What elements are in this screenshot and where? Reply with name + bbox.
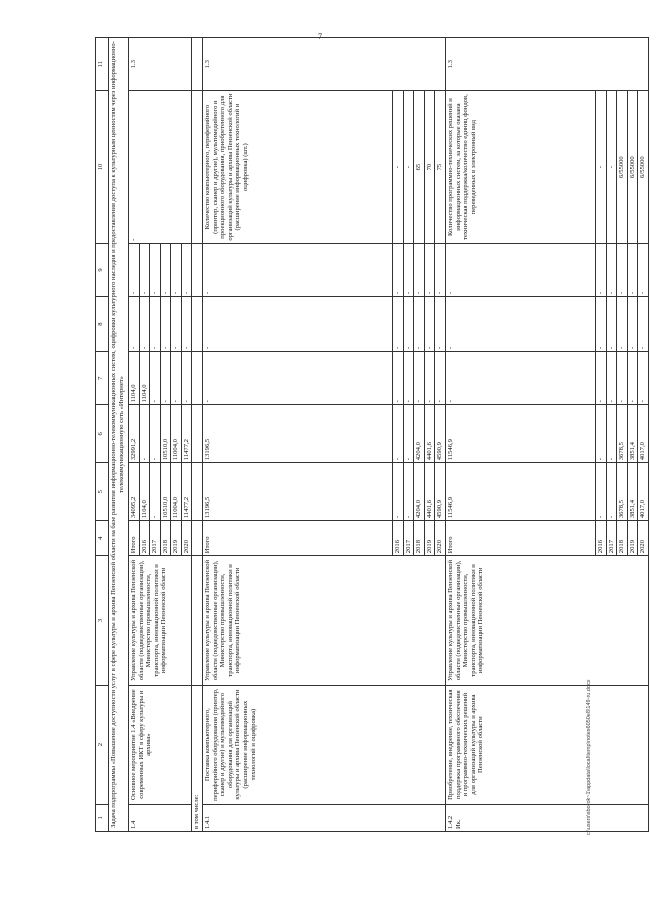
value-cell: - [617,243,628,296]
value-cell: - [203,297,393,352]
value-cell: - [617,352,628,405]
value-cell: - [595,352,606,405]
value-cell: 34095,2 [129,463,140,521]
header-cell: 11 [96,38,109,91]
goal-ref: 1.3 [129,38,192,91]
year-cell: Итого [129,521,140,556]
value-cell: 10510,0 [160,463,171,521]
value-cell: - [606,405,617,463]
value-cell: 11477,2 [181,463,192,521]
header-cell: 1 [96,804,109,831]
value-cell: - [181,352,192,405]
header-cell: 8 [96,297,109,352]
value-cell: - [435,243,446,296]
row-number: 1.4.1 [203,804,446,831]
value-cell: - [403,463,414,521]
value-cell: 11004,0 [171,405,182,463]
value-cell: 4590,9 [435,405,446,463]
value-cell: - [403,243,414,296]
value-cell: - [627,297,638,352]
year-cell: 2020 [435,521,446,556]
value-cell: 3678,5 [617,463,628,521]
value-cell: 13196,5 [203,405,393,463]
value-cell: - [393,352,404,405]
value-cell: - [424,243,435,296]
indicator-value: - [403,91,414,243]
value-cell: - [393,297,404,352]
value-cell: - [595,243,606,296]
value-cell: - [445,352,595,405]
header-cell: 10 [96,91,109,243]
indicator-value: 75 [435,91,446,243]
value-cell: 4401,6 [424,463,435,521]
value-cell: - [203,243,393,296]
value-cell: - [638,243,649,296]
value-cell: - [129,297,140,352]
row-number: 1.4 [129,804,192,831]
year-cell: 2018 [414,521,425,556]
value-cell: 11477,2 [181,405,192,463]
value-cell: - [606,243,617,296]
value-cell: 4590,9 [435,463,446,521]
value-cell: 4204,0 [414,405,425,463]
value-cell: - [445,297,595,352]
value-cell: 4017,0 [638,463,649,521]
value-cell: - [160,352,171,405]
value-cell: - [403,405,414,463]
indicator-cell: Количество компьютерного, периферийного (принтер, сканер и другие), мультимедийного и проекционного оборудования, приобретенного для организаций культуры и архива Пензенской области (расширение информационных технологий и оцифровка) (шт.) [203,91,393,243]
header-cell: 3 [96,556,109,686]
value-cell: - [445,243,595,296]
value-cell: - [393,405,404,463]
goal-ref: 1.3 [445,38,648,91]
value-cell: - [139,297,150,352]
indicator-value: 70 [424,91,435,243]
header-row [96,38,109,832]
year-cell: 2016 [139,521,150,556]
year-cell: 2017 [150,521,161,556]
value-cell: - [424,352,435,405]
year-cell: 2016 [595,521,606,556]
value-cell: 11546,9 [445,463,595,521]
value-cell: - [160,243,171,296]
value-cell: - [171,297,182,352]
indicator-value: - [595,91,606,243]
header-cell: 6 [96,405,109,463]
value-cell: 11546,9 [445,405,595,463]
goal-ref: 1.3 [203,38,446,91]
value-cell: - [139,405,150,463]
value-cell: - [435,297,446,352]
file-path-footer: c:\users\sborok~1\appdata\local\temp\notes6050e8\149-ru.docx [586,679,592,835]
value-cell: - [638,352,649,405]
header-cell: 4 [96,521,109,556]
indicator-value: 65 [414,91,425,243]
year-cell: 2017 [606,521,617,556]
task-title: Задача подпрограммы «Повышение доступности услуг в сфере культуры и архива Пензенской области на базе развития информационно-телекоммуникационных систем, оцифровки культурного наследия и предоставления доступа к культурным ценностям через информационно-телекоммуникационную сеть «Интернет» [109,38,129,832]
value-cell: - [414,297,425,352]
value-cell: - [181,297,192,352]
indicator-cell: - [129,91,192,243]
value-cell: - [595,405,606,463]
value-cell: - [129,243,140,296]
year-cell: 2018 [617,521,628,556]
value-cell: - [403,352,414,405]
indicator-value: 6/55000 [617,91,628,243]
value-cell: - [403,297,414,352]
value-cell: - [414,352,425,405]
value-cell: - [150,352,161,405]
value-cell: - [171,352,182,405]
activity-name: Приобретение, внедрение, техническая поддержка программного обеспечения и программно-технических решений для организаций культуры и архива Пензенской области [445,685,648,804]
value-cell: - [181,243,192,296]
value-cell: - [627,352,638,405]
year-cell: 2019 [627,521,638,556]
header-cell: 7 [96,352,109,405]
value-cell: - [393,463,404,521]
value-cell: 3851,4 [627,405,638,463]
value-cell: 4017,0 [638,405,649,463]
value-cell: - [393,243,404,296]
page-number: 7 [318,32,322,41]
value-cell: - [617,297,628,352]
value-cell: - [150,405,161,463]
value-cell: 10510,0 [160,405,171,463]
header-cell: 2 [96,685,109,804]
year-cell: 2019 [171,521,182,556]
executor: Управление культуры и архива Пензенской области (подведомственные организации), Министерство промышленности, транспорта, инновационной политики и информатизации Пензенской области [445,556,648,686]
activity-name: Поставка компьютерного, периферийного оборудования (принтер, сканер и другие) и мультимедийного оборудования для организаций культуры и архива Пензенской области (расширение информационных технологий и оцифровка) [203,685,446,804]
indicator-value: - [606,91,617,243]
value-cell: - [638,297,649,352]
activity-name: Основное мероприятие 1.4 «Внедрение современных ИКТ в сферу культуры и архива» [129,685,192,804]
value-cell: 3678,5 [617,405,628,463]
value-cell: - [424,297,435,352]
value-cell: - [150,463,161,521]
value-cell: - [435,352,446,405]
value-cell: 13196,5 [203,463,393,521]
year-cell: 2018 [160,521,171,556]
year-cell: 2020 [181,521,192,556]
value-cell: 1104,0 [139,463,150,521]
value-cell: - [171,243,182,296]
value-cell: 4204,0 [414,463,425,521]
value-cell: - [150,297,161,352]
value-cell: 32991,2 [129,405,140,463]
value-cell: 3851,4 [627,463,638,521]
header-cell: 9 [96,243,109,296]
value-cell: - [606,297,617,352]
value-cell: - [150,243,161,296]
value-cell: - [595,297,606,352]
year-cell: 2017 [403,521,414,556]
row-number: 1.4.2 Ик. [445,804,648,831]
value-cell: 11004,0 [171,463,182,521]
executor: Управление культуры и архива Пензенской области (подведомственные организации), Министерство промышленности, транспорта, инновационной политики и информатизации Пензенской области [129,556,192,686]
value-cell: - [203,352,393,405]
year-cell: 2019 [424,521,435,556]
year-cell: Итого [203,521,393,556]
value-cell: - [606,463,617,521]
indicator-cell: Количество программно-технических решений и информационных систем, за которые оказана техническая поддержка/количество единиц фондов, переведенных в электронный вид [445,91,595,243]
indicator-value: - [393,91,404,243]
header-cell: 5 [96,463,109,521]
value-cell: - [595,463,606,521]
value-cell: 4401,6 [424,405,435,463]
value-cell: 1104,0 [129,352,140,405]
including-label: в том числе: [192,685,203,831]
value-cell: - [139,243,150,296]
value-cell: - [160,297,171,352]
value-cell: - [606,352,617,405]
executor: Управление культуры и архива Пензенской области (подведомственные организации), Министерство промышленности, транспорта, инновационной политики и информатизации Пензенской области [203,556,446,686]
indicator-value: 6/55000 [638,91,649,243]
value-cell: - [627,243,638,296]
year-cell: 2020 [638,521,649,556]
value-cell: 1104,0 [139,352,150,405]
year-cell: 2016 [393,521,404,556]
value-cell: - [414,243,425,296]
year-cell: Итого [445,521,595,556]
indicator-value: 6/55000 [627,91,638,243]
program-table [95,37,649,832]
